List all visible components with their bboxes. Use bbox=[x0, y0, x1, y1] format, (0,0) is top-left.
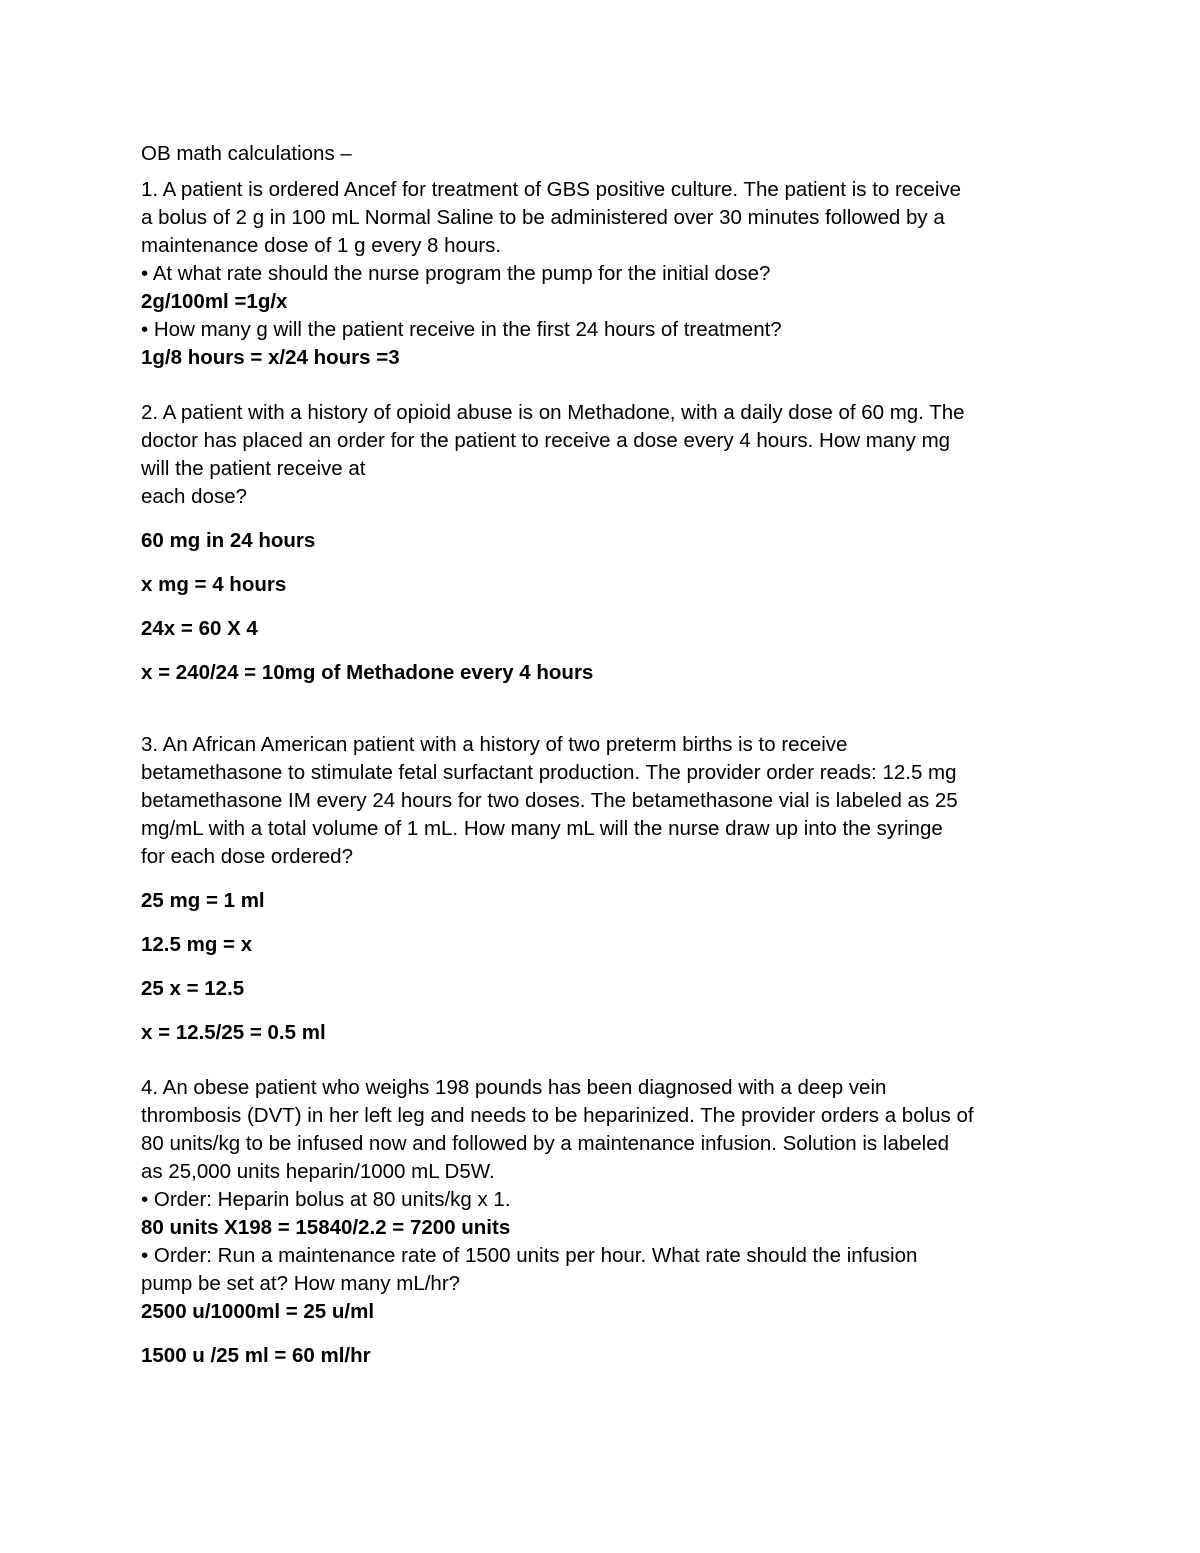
document-title: OB math calculations – bbox=[141, 142, 352, 165]
question-2-text-line: 2. A patient with a history of opioid abuse is on Methadone, with a daily dose of 60 mg. The bbox=[141, 401, 965, 424]
question-4-answer-3: 1500 u /25 ml = 60 ml/hr bbox=[141, 1344, 371, 1367]
question-4-text-line: 4. An obese patient who weighs 198 pounds has been diagnosed with a deep vein bbox=[141, 1076, 887, 1099]
question-2-text-line: each dose? bbox=[141, 485, 248, 508]
question-4-text-line: 80 units/kg to be infused now and followed by a maintenance infusion. Solution is labeled bbox=[141, 1132, 950, 1155]
question-3-answer-step: 12.5 mg = x bbox=[141, 933, 253, 956]
question-3-text-line: betamethasone IM every 24 hours for two doses. The betamethasone vial is labeled as 25 bbox=[141, 789, 958, 812]
question-1-answer-2: 1g/8 hours = x/24 hours =3 bbox=[141, 346, 400, 369]
question-1-answer-1: 2g/100ml =1g/x bbox=[141, 290, 288, 313]
question-3-text-line: 3. An African American patient with a history of two preterm births is to receive bbox=[141, 733, 848, 756]
question-4-bullet-1: • Order: Heparin bolus at 80 units/kg x 1. bbox=[141, 1188, 511, 1211]
question-3 bbox=[141, 731, 1071, 1047]
question-4-answer-1: 80 units X198 = 15840/2.2 = 7200 units bbox=[141, 1216, 511, 1239]
question-4-bullet-2-continued: pump be set at? How many mL/hr? bbox=[141, 1272, 461, 1295]
question-1-text-line: a bolus of 2 g in 100 mL Normal Saline to be administered over 30 minutes followed by a bbox=[141, 206, 945, 229]
question-4-text-line: as 25,000 units heparin/1000 mL D5W. bbox=[141, 1160, 495, 1183]
question-1-text-line: 1. A patient is ordered Ancef for treatment of GBS positive culture. The patient is to receive bbox=[141, 178, 962, 201]
question-4-text-line: thrombosis (DVT) in her left leg and needs to be heparinized. The provider orders a bolus of bbox=[141, 1104, 974, 1127]
question-3-answer-step: x = 12.5/25 = 0.5 ml bbox=[141, 1021, 326, 1044]
question-1-text-line: maintenance dose of 1 g every 8 hours. bbox=[141, 234, 502, 257]
question-2-answer-step: 24x = 60 X 4 bbox=[141, 617, 258, 640]
question-1-bullet-2: • How many g will the patient receive in the first 24 hours of treatment? bbox=[141, 318, 782, 341]
question-3-text-line: mg/mL with a total volume of 1 mL. How many mL will the nurse draw up into the syringe bbox=[141, 817, 943, 840]
question-2-text-line: will the patient receive at bbox=[141, 457, 366, 480]
question-3-answer-step: 25 x = 12.5 bbox=[141, 977, 245, 1000]
document-page bbox=[141, 140, 1071, 1370]
question-3-text-line: betamethasone to stimulate fetal surfactant production. The provider order reads: 12.5 mg bbox=[141, 761, 957, 784]
question-3-answer-step: 25 mg = 1 ml bbox=[141, 889, 265, 912]
question-2-answer-step: x mg = 4 hours bbox=[141, 573, 287, 596]
question-1 bbox=[141, 176, 1071, 372]
question-1-bullet-1: • At what rate should the nurse program the pump for the initial dose? bbox=[141, 262, 771, 285]
question-4-answer-2: 2500 u/1000ml = 25 u/ml bbox=[141, 1300, 375, 1323]
question-4-bullet-2: • Order: Run a maintenance rate of 1500 units per hour. What rate should the infusion bbox=[141, 1244, 918, 1267]
question-2-answer-step: x = 240/24 = 10mg of Methadone every 4 hours bbox=[141, 661, 594, 684]
question-2-answer-step: 60 mg in 24 hours bbox=[141, 529, 316, 552]
question-2 bbox=[141, 399, 1071, 687]
question-3-text-line: for each dose ordered? bbox=[141, 845, 353, 868]
question-2-text-line: doctor has placed an order for the patient to receive a dose every 4 hours. How many mg bbox=[141, 429, 951, 452]
question-4 bbox=[141, 1074, 1071, 1370]
